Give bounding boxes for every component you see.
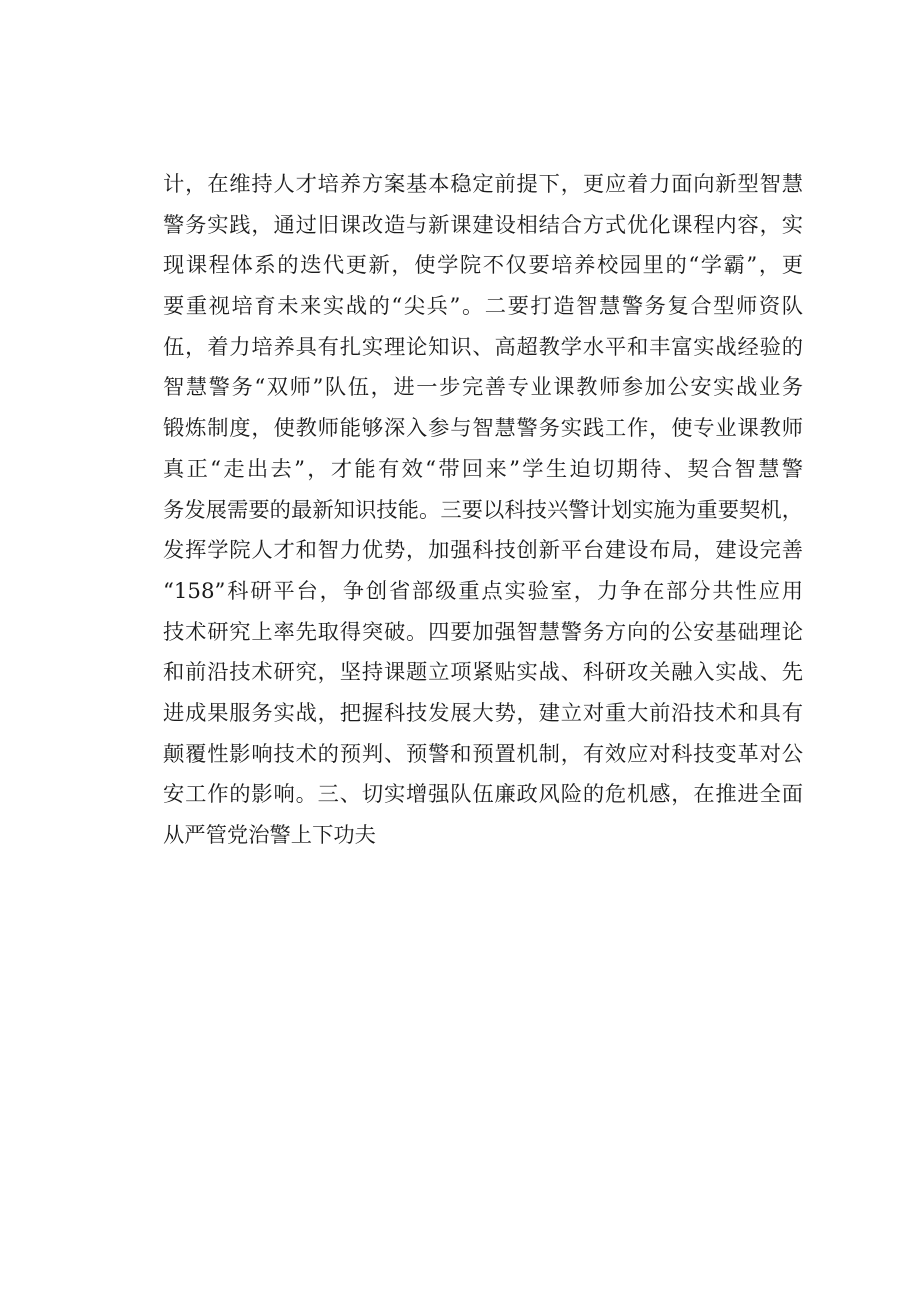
paragraph-line: “158”科研平台，争创省部级重点实验室，力争在部分共性应用 xyxy=(163,578,803,604)
paragraph-line: 现课程体系的迭代更新，使学院不仅要培养校园里的“学霸”，更 xyxy=(163,253,803,279)
paragraph-line: 真正“走出去”，才能有效“带回来”学生迫切期待、契合智慧警 xyxy=(163,456,803,482)
paragraph-line: 颠覆性影响技术的预判、预警和预置机制，有效应对科技变革对公 xyxy=(163,741,803,767)
paragraph-line: 发挥学院人才和智力优势，加强科技创新平台建设布局，建设完善 xyxy=(163,538,803,564)
paragraph-line: 安工作的影响。三、切实增强队伍廉政风险的危机感，在推进全面 xyxy=(163,782,803,808)
paragraph-line: 智慧警务“双师”队伍，进一步完善专业课教师参加公安实战业务 xyxy=(163,375,803,401)
paragraph-line: 要重视培育未来实战的“尖兵”。二要打造智慧警务复合型师资队 xyxy=(163,294,803,320)
body-paragraph xyxy=(163,165,803,857)
paragraph-line: 伍，着力培养具有扎实理论知识、高超教学水平和丰富实战经验的 xyxy=(163,334,803,360)
paragraph-line: 进成果服务实战，把握科技发展大势，建立对重大前沿技术和具有 xyxy=(163,700,803,726)
paragraph-line: 和前沿技术研究，坚持课题立项紧贴实战、科研攻关融入实战、先 xyxy=(163,660,803,686)
paragraph-line: 从严管党治警上下功夫 xyxy=(163,823,376,848)
paragraph-line: 技术研究上率先取得突破。四要加强智慧警务方向的公安基础理论 xyxy=(163,619,803,645)
paragraph-line: 计，在维持人才培养方案基本稳定前提下，更应着力面向新型智慧 xyxy=(163,172,803,197)
paragraph-line: 锻炼制度，使教师能够深入参与智慧警务实践工作，使专业课教师 xyxy=(163,416,803,442)
paragraph-line: 警务实践，通过旧课改造与新课建设相结合方式优化课程内容，实 xyxy=(163,212,803,238)
paragraph-line: 务发展需要的最新知识技能。三要以科技兴警计划实施为重要契机， xyxy=(163,497,803,523)
